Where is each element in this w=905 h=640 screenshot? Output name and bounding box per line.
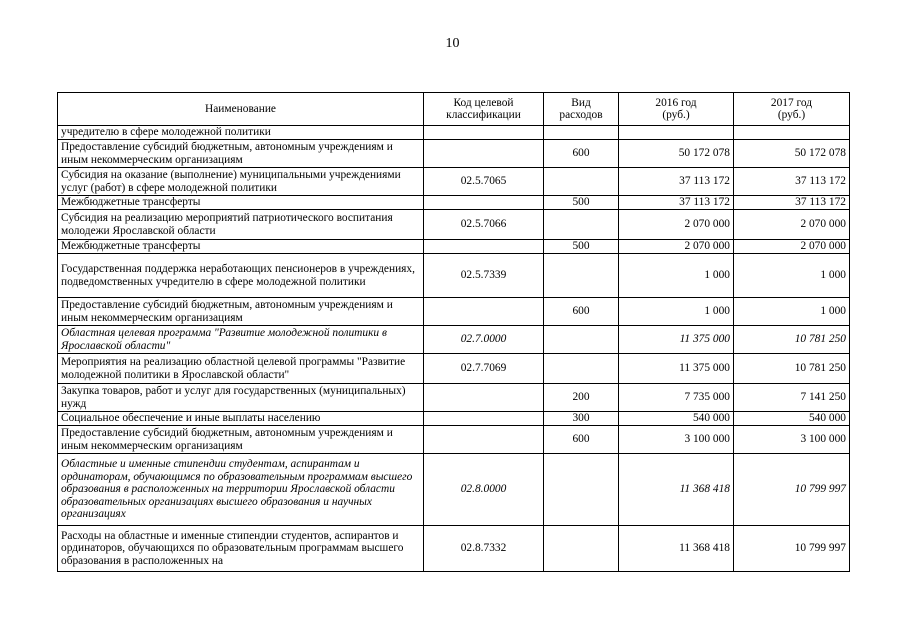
- cell-code: 02.7.7069: [424, 354, 544, 384]
- cell-2017: 2 070 000: [734, 240, 850, 254]
- cell-code: 02.8.0000: [424, 454, 544, 526]
- cell-code: 02.8.7332: [424, 526, 544, 572]
- cell-code: 02.5.7066: [424, 210, 544, 240]
- table-row: [58, 426, 850, 454]
- cell-name: Расходы на областные и именные стипендии студентов, аспирантов и ординаторов, обучающихся по образовательным программам высшего образования в расположенных на: [58, 526, 424, 572]
- cell-2016: 1 000: [619, 298, 734, 326]
- cell-name: учредителю в сфере молодежной политики: [58, 126, 424, 140]
- cell-name: Предоставление субсидий бюджетным, автономным учреждениям и иным некоммерческим организациям: [58, 140, 424, 168]
- cell-name: Предоставление субсидий бюджетным, автономным учреждениям и иным некоммерческим организациям: [58, 298, 424, 326]
- cell-code: [424, 384, 544, 412]
- cell-2017: 10 799 997: [734, 454, 850, 526]
- cell-2017: 2 070 000: [734, 210, 850, 240]
- table-row: [58, 126, 850, 140]
- cell-name: Закупка товаров, работ и услуг для государственных (муниципальных) нужд: [58, 384, 424, 412]
- cell-code: [424, 412, 544, 426]
- cell-2016: 1 000: [619, 254, 734, 298]
- table-row: [58, 168, 850, 196]
- cell-2017: 1 000: [734, 254, 850, 298]
- cell-2016: 2 070 000: [619, 240, 734, 254]
- cell-kind: [544, 526, 619, 572]
- cell-name: Межбюджетные трансферты: [58, 240, 424, 254]
- cell-2017: 1 000: [734, 298, 850, 326]
- header-code-line1: Код целевой: [453, 96, 514, 109]
- cell-kind: 500: [544, 196, 619, 210]
- cell-2016: 50 172 078: [619, 140, 734, 168]
- table-row: [58, 354, 850, 384]
- cell-2016: [619, 126, 734, 140]
- header-kind-line1: Вид: [571, 96, 591, 109]
- cell-2017: 50 172 078: [734, 140, 850, 168]
- cell-kind: [544, 210, 619, 240]
- cell-name: Предоставление субсидий бюджетным, автономным учреждениям и иным некоммерческим организациям: [58, 426, 424, 454]
- cell-2017: 37 113 172: [734, 168, 850, 196]
- cell-2016: 11 368 418: [619, 454, 734, 526]
- budget-table: [57, 92, 850, 572]
- table-header-row: [58, 93, 850, 126]
- cell-2016: 37 113 172: [619, 196, 734, 210]
- cell-name: Областная целевая программа "Развитие молодежной политики в Ярославской области": [58, 326, 424, 354]
- header-2017: [734, 93, 850, 126]
- cell-kind: 600: [544, 298, 619, 326]
- cell-code: 02.5.7065: [424, 168, 544, 196]
- cell-2017: 7 141 250: [734, 384, 850, 412]
- cell-kind: 600: [544, 140, 619, 168]
- cell-2017: 3 100 000: [734, 426, 850, 454]
- cell-2016: 2 070 000: [619, 210, 734, 240]
- table-row: [58, 196, 850, 210]
- table-row: [58, 254, 850, 298]
- header-2016-line1: 2016 год: [655, 96, 697, 109]
- cell-kind: [544, 354, 619, 384]
- table-row: [58, 384, 850, 412]
- cell-name: Областные и именные стипендии студентам, аспирантам и ординаторам, обучающимся по образовательным программам высшего образования в расположенных на территории Ярославской области образовательных организациях высшего образования и научных организациях: [58, 454, 424, 526]
- table-row: [58, 412, 850, 426]
- cell-2016: 37 113 172: [619, 168, 734, 196]
- cell-2016: 11 368 418: [619, 526, 734, 572]
- cell-kind: [544, 168, 619, 196]
- table-row: [58, 240, 850, 254]
- table-row: [58, 326, 850, 354]
- cell-kind: [544, 254, 619, 298]
- cell-2017: 10 781 250: [734, 354, 850, 384]
- cell-code: 02.5.7339: [424, 254, 544, 298]
- cell-2017: 37 113 172: [734, 196, 850, 210]
- cell-name: Межбюджетные трансферты: [58, 196, 424, 210]
- page-number: 10: [445, 36, 460, 51]
- header-2016: [619, 93, 734, 126]
- table-row: [58, 210, 850, 240]
- table-body: [58, 126, 850, 572]
- cell-code: [424, 298, 544, 326]
- table-row: [58, 526, 850, 572]
- cell-kind: [544, 326, 619, 354]
- cell-kind: [544, 454, 619, 526]
- cell-kind: 500: [544, 240, 619, 254]
- cell-kind: 600: [544, 426, 619, 454]
- cell-name: Социальное обеспечение и иные выплаты населению: [58, 412, 424, 426]
- cell-code: 02.7.0000: [424, 326, 544, 354]
- header-kind: [544, 93, 619, 126]
- header-kind-line2: расходов: [559, 109, 603, 121]
- cell-2016: 540 000: [619, 412, 734, 426]
- cell-name: Субсидия на реализацию мероприятий патриотического воспитания молодежи Ярославской области: [58, 210, 424, 240]
- cell-2016: 11 375 000: [619, 326, 734, 354]
- cell-code: [424, 240, 544, 254]
- cell-2017: 540 000: [734, 412, 850, 426]
- cell-2016: 11 375 000: [619, 354, 734, 384]
- table-row: [58, 454, 850, 526]
- header-code-line2: классификации: [446, 109, 521, 121]
- header-2017-line2: (руб.): [777, 109, 806, 121]
- table-row: [58, 298, 850, 326]
- cell-name: Мероприятия на реализацию областной целевой программы "Развитие молодежной политики в Ярославской области": [58, 354, 424, 384]
- table-row: [58, 140, 850, 168]
- cell-2016: 7 735 000: [619, 384, 734, 412]
- header-2016-line2: (руб.): [662, 109, 690, 121]
- header-2017-line1: 2017 год: [770, 96, 813, 109]
- cell-code: [424, 140, 544, 168]
- cell-kind: 200: [544, 384, 619, 412]
- cell-code: [424, 196, 544, 210]
- cell-kind: [544, 126, 619, 140]
- cell-2016: 3 100 000: [619, 426, 734, 454]
- cell-name: Государственная поддержка неработающих пенсионеров в учреждениях, подведомственных учредителю в сфере молодежной политики: [58, 254, 424, 298]
- header-name: Наименование: [58, 93, 424, 126]
- cell-2017: [734, 126, 850, 140]
- cell-kind: 300: [544, 412, 619, 426]
- cell-code: [424, 426, 544, 454]
- cell-name: Субсидия на оказание (выполнение) муниципальными учреждениями услуг (работ) в сфере молодежной политики: [58, 168, 424, 196]
- cell-2017: 10 799 997: [734, 526, 850, 572]
- cell-code: [424, 126, 544, 140]
- cell-2017: 10 781 250: [734, 326, 850, 354]
- header-code: [424, 93, 544, 126]
